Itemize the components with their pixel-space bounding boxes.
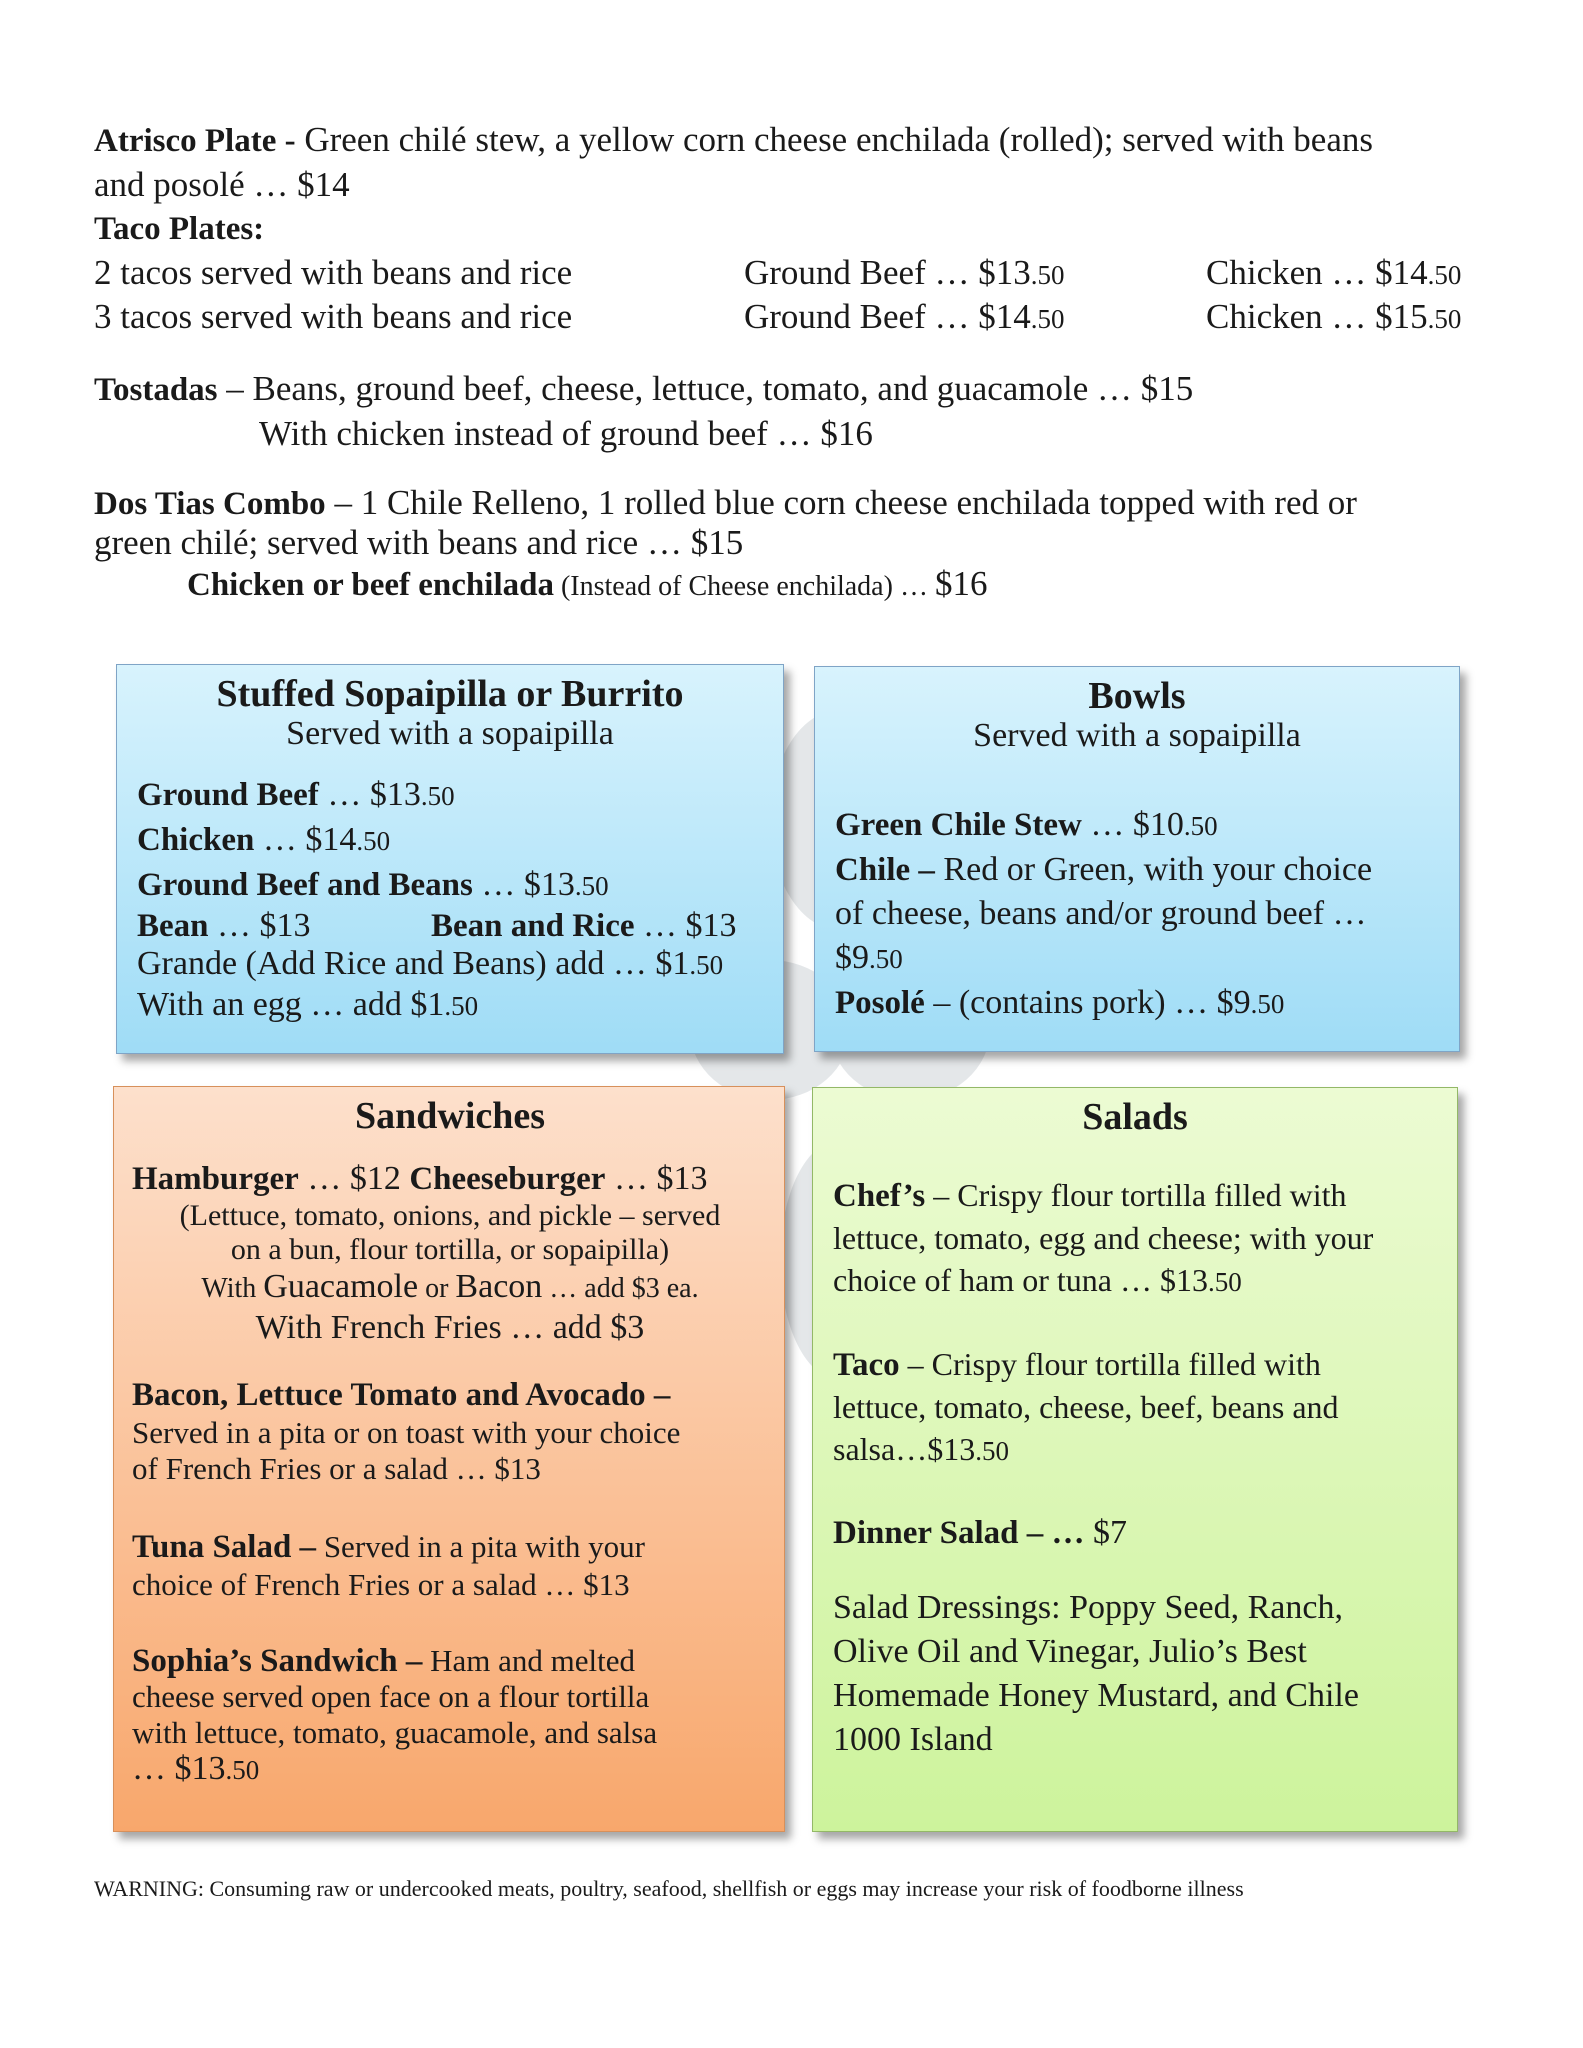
- tostadas-alt: With chicken instead of ground beef … $16: [259, 414, 873, 453]
- chile-cents: .50: [869, 944, 903, 974]
- chicken-cents: .50: [1427, 260, 1462, 290]
- food-warning: WARNING: Consuming raw or undercooked meats, poultry, seafood, shellfish or eggs may increase your risk of foodborne illness: [94, 1876, 1244, 1901]
- beef-cents: .50: [1030, 260, 1065, 290]
- salads-title: Salads: [1082, 1096, 1188, 1138]
- taco-salad-desc1: – Crispy flour tortilla filled with: [899, 1346, 1321, 1382]
- dos-tias-desc: – 1 Chile Relleno, 1 rolled blue corn cheese enchilada topped with red or: [325, 483, 1357, 522]
- stuffed-egg: [137, 985, 763, 1026]
- item-cents: .50: [420, 781, 455, 811]
- tuna-name: Tuna Salad –: [132, 1529, 317, 1565]
- item-name: Ground Beef and Beans: [137, 867, 473, 903]
- taco-row-beef: [744, 295, 1065, 341]
- atrisco-plate-name: Atrisco Plate -: [94, 123, 296, 159]
- taco-salad-desc2: lettuce, tomato, cheese, beef, beans and: [833, 1389, 1339, 1425]
- dos-tias-alt-name: Chicken or beef enchilada: [187, 567, 554, 603]
- chef-desc2: lettuce, tomato, egg and cheese; with your: [833, 1220, 1374, 1256]
- chile-desc: Red or Green, with your choice: [934, 851, 1373, 888]
- blt-name: Bacon, Lettuce Tomato and Avocado –: [132, 1377, 671, 1413]
- stuffed-bean-row: [137, 908, 763, 944]
- taco-row-3: [94, 295, 1504, 339]
- item-price: … $13: [472, 866, 575, 903]
- item-cents: .50: [574, 871, 609, 901]
- posole-desc: – (contains pork) … $9: [924, 984, 1251, 1021]
- taco-salad-cents: .50: [975, 1436, 1009, 1466]
- dos-tias-alt: [94, 562, 1504, 608]
- egg-text: With an egg … add $1: [137, 986, 445, 1023]
- bean-name: Bean: [137, 908, 209, 944]
- sophia-price: … $13: [132, 1750, 226, 1787]
- taco-row-chicken: [1206, 295, 1461, 341]
- stew-name: Green Chile Stew: [835, 807, 1082, 843]
- stuffed-item: [137, 773, 763, 818]
- tostadas-desc: – Beans, ground beef, cheese, lettuce, tomato, and guacamole … $15: [217, 369, 1194, 408]
- tostadas-name: Tostadas: [94, 372, 218, 408]
- chile-price: $9: [835, 939, 869, 976]
- taco-row-desc: 3 tacos served with beans and rice: [94, 297, 573, 336]
- item-name: Ground Beef: [137, 777, 319, 813]
- sophia-desc3: with lettuce, tomato, guacamole, and salsa: [132, 1715, 658, 1750]
- grande-cents: .50: [689, 950, 724, 980]
- bean-rice-price: … $13: [634, 907, 737, 944]
- beef-cents: .50: [1030, 304, 1065, 334]
- dinner-salad-price: $7: [1084, 1514, 1128, 1551]
- hamburger-name: Hamburger: [132, 1161, 299, 1197]
- atrisco-plate-desc: Green chilé stew, a yellow corn cheese enchilada (rolled); served with beans: [304, 120, 1373, 159]
- item-name: Chicken: [137, 822, 255, 858]
- tuna-desc2: choice of French Fries or a salad … $13: [132, 1567, 630, 1602]
- bean-price: … $13: [208, 907, 311, 944]
- sophia: [132, 1643, 768, 1679]
- item-cents: .50: [356, 826, 391, 856]
- chef-name: Chef’s: [833, 1178, 926, 1214]
- stuffed-sopaipilla-box: [116, 664, 784, 1054]
- taco-row-desc: 2 tacos served with beans and rice: [94, 253, 573, 292]
- dos-tias-alt-price: $16: [934, 564, 988, 603]
- item-price: … $14: [254, 821, 357, 858]
- blt-desc2: of French Fries or a salad … $13: [132, 1451, 541, 1486]
- beef-price: Ground Beef … $13: [744, 253, 1031, 292]
- dressings-line1: Salad Dressings: Poppy Seed, Ranch,: [833, 1589, 1343, 1626]
- taco-salad: [833, 1343, 1437, 1386]
- chile-price-row: [835, 936, 1439, 981]
- bean-rice-name: Bean and Rice: [431, 908, 635, 944]
- taco-row-chicken: [1206, 251, 1461, 297]
- addon-with: With: [201, 1273, 264, 1304]
- top-menu-section: [94, 118, 1504, 608]
- bowls-box: [814, 666, 1460, 1052]
- burger-note2: on a bun, flour tortilla, or sopaipilla): [230, 1233, 670, 1266]
- chicken-cents: .50: [1427, 304, 1462, 334]
- burger-addon: [132, 1267, 768, 1308]
- sophia-name: Sophia’s Sandwich –: [132, 1643, 423, 1679]
- chicken-price: Chicken … $14: [1206, 253, 1428, 292]
- dinner-salad: [833, 1512, 1437, 1554]
- tostadas: [94, 367, 1504, 412]
- stuffed-title: Stuffed Sopaipilla or Burrito: [216, 673, 684, 715]
- burger-row: [132, 1159, 768, 1199]
- taco-plates-heading: [94, 206, 1504, 251]
- atrisco-plate-price: and posolé … $14: [94, 165, 350, 204]
- chile-desc2: of cheese, beans and/or ground beef …: [835, 895, 1367, 932]
- burger-fries: With French Fries … add $3: [255, 1309, 645, 1346]
- taco-row-2: [94, 251, 1504, 295]
- bowls-posole: [835, 981, 1439, 1026]
- sophia-desc2: cheese served open face on a flour tortilla: [132, 1679, 650, 1714]
- posole-name: Posolé: [835, 985, 925, 1021]
- bowls-chile: [835, 848, 1439, 892]
- addon-price: … add $3 ea.: [542, 1273, 699, 1304]
- cheeseburger-price: … $13: [605, 1160, 708, 1197]
- tuna: [132, 1527, 768, 1567]
- stuffed-subtitle: Served with a sopaipilla: [286, 715, 614, 752]
- beef-price: Ground Beef … $14: [744, 297, 1031, 336]
- dressings-line4: 1000 Island: [833, 1721, 993, 1758]
- dos-tias-alt-note: (Instead of Cheese enchilada) …: [553, 571, 935, 602]
- addon-guac: Guacamole: [263, 1268, 419, 1305]
- stuffed-item: [137, 818, 763, 863]
- chef-cents: .50: [1208, 1267, 1242, 1297]
- cheeseburger-name: Cheeseburger: [409, 1161, 606, 1197]
- bowls-title: Bowls: [1088, 675, 1186, 717]
- bowls-subtitle: Served with a sopaipilla: [973, 717, 1301, 754]
- sandwiches-title: Sandwiches: [354, 1095, 546, 1137]
- sophia-price-row: [132, 1751, 768, 1788]
- atrisco-plate: [94, 118, 1504, 163]
- dinner-salad-name: Dinner Salad – …: [833, 1515, 1085, 1551]
- bowls-stew: [835, 803, 1439, 848]
- dressings-line2: Olive Oil and Vinegar, Julio’s Best: [833, 1633, 1307, 1670]
- hamburger-price: … $12: [298, 1160, 410, 1197]
- stuffed-item: [137, 863, 763, 908]
- chef-desc1: – Crispy flour tortilla filled with: [925, 1177, 1347, 1213]
- dos-tias-name: Dos Tias Combo: [94, 486, 326, 522]
- tuna-desc1: Served in a pita with your: [316, 1529, 645, 1564]
- sophia-cents: .50: [225, 1755, 260, 1785]
- taco-salad-price-row: [833, 1428, 1437, 1472]
- taco-salad-name: Taco: [833, 1347, 900, 1383]
- addon-bacon: Bacon: [455, 1268, 543, 1305]
- posole-cents: .50: [1250, 989, 1285, 1019]
- taco-salad-desc3: salsa…$13: [833, 1431, 976, 1467]
- salads-box: [812, 1087, 1458, 1832]
- grande-text: Grande (Add Rice and Beans) add … $1: [137, 945, 690, 982]
- burger-note1: (Lettuce, tomato, onions, and pickle – served: [179, 1199, 721, 1232]
- sandwiches-box: [113, 1086, 785, 1832]
- blt-desc1: Served in a pita or on toast with your choice: [132, 1415, 681, 1450]
- item-price: … $13: [318, 776, 421, 813]
- sophia-desc1: Ham and melted: [422, 1643, 636, 1678]
- dressings-line3: Homemade Honey Mustard, and Chile: [833, 1677, 1359, 1714]
- dos-tias-combo: [94, 483, 1504, 524]
- stew-price: … $10: [1081, 806, 1184, 843]
- stew-cents: .50: [1183, 811, 1218, 841]
- taco-plates-title: Taco Plates:: [94, 211, 265, 247]
- blt: [132, 1375, 768, 1415]
- addon-or: or: [418, 1273, 456, 1304]
- stuffed-grande: [137, 944, 763, 985]
- chef-salad: [833, 1174, 1437, 1217]
- chef-price-row: [833, 1259, 1437, 1303]
- egg-cents: .50: [444, 991, 479, 1021]
- chile-name: Chile –: [835, 852, 935, 888]
- taco-row-beef: [744, 251, 1065, 297]
- chicken-price: Chicken … $15: [1206, 297, 1428, 336]
- chef-desc3: choice of ham or tuna … $13: [833, 1262, 1208, 1298]
- dos-tias-desc2: green chilé; served with beans and rice … $15: [94, 523, 744, 562]
